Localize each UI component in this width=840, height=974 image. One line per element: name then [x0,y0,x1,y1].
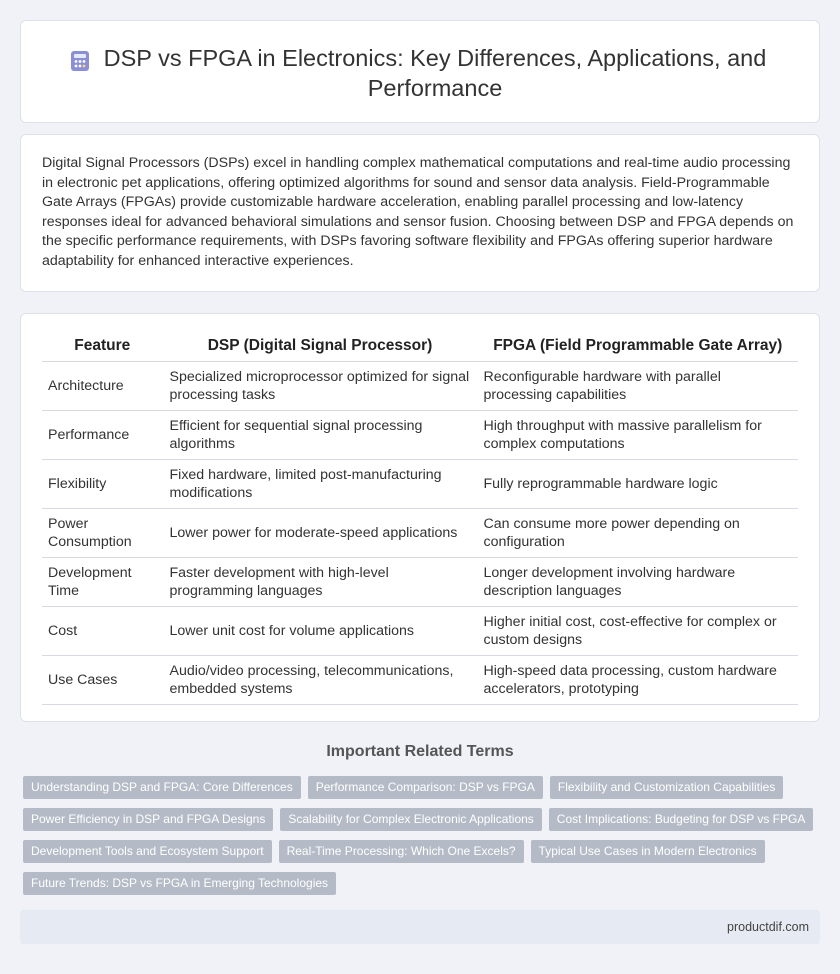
related-term-tag[interactable]: Typical Use Cases in Modern Electronics [531,840,765,863]
related-term-tag[interactable]: Development Tools and Ecosystem Support [23,840,272,863]
related-term-tag[interactable]: Flexibility and Customization Capabilities [550,776,783,799]
column-header-dsp: DSP (Digital Signal Processor) [163,332,477,361]
feature-cell: Flexibility [42,459,163,508]
fpga-cell: Reconfigurable hardware with parallel processing capabilities [477,361,798,410]
table-row [42,459,798,508]
table-row [42,557,798,606]
comparison-table [42,332,798,705]
fpga-cell: Higher initial cost, cost-effective for complex or custom designs [477,606,798,655]
feature-cell: Power Consumption [42,508,163,557]
related-term-tag[interactable]: Understanding DSP and FPGA: Core Differences [23,776,301,799]
title-card [20,20,820,123]
fpga-cell: Longer development involving hardware description languages [477,557,798,606]
fpga-cell: High-speed data processing, custom hardware accelerators, prototyping [477,655,798,704]
feature-cell: Performance [42,410,163,459]
footer-site-link[interactable]: productdif.com [727,920,809,934]
feature-cell: Cost [42,606,163,655]
feature-cell: Development Time [42,557,163,606]
fpga-cell: High throughput with massive parallelism for complex computations [477,410,798,459]
dsp-cell: Specialized microprocessor optimized for signal processing tasks [163,361,477,410]
feature-cell: Architecture [42,361,163,410]
related-term-tag[interactable]: Performance Comparison: DSP vs FPGA [308,776,543,799]
fpga-cell: Fully reprogrammable hardware logic [477,459,798,508]
related-term-tag[interactable]: Power Efficiency in DSP and FPGA Designs [23,808,273,831]
fpga-cell: Can consume more power depending on configuration [477,508,798,557]
feature-cell: Use Cases [42,655,163,704]
related-term-tag[interactable]: Future Trends: DSP vs FPGA in Emerging Technologies [23,872,336,895]
table-row [42,410,798,459]
intro-card [20,134,820,292]
page-title: DSP vs FPGA in Electronics: Key Differences, Applications, and Performance [103,45,767,101]
intro-paragraph: Digital Signal Processors (DSPs) excel in handling complex mathematical computations and real-time audio processing in electronic pet applications, offering optimized algorithms for sound and sensor data analysis. Field-Programmable Gate Arrays (FPGAs) provide customizable hardware acceleration, enabling parallel processing and low-latency responses ideal for advanced behavioral simulations and sensor fusion. Choosing between DSP and FPGA depends on the specific performance requirements, with DSPs favoring software flexibility and FPGAs offering superior hardware adaptability for enhanced interactive experiences. [42,155,794,269]
dsp-cell: Fixed hardware, limited post-manufacturing modifications [163,459,477,508]
dsp-cell: Efficient for sequential signal processing algorithms [163,410,477,459]
footer [20,910,820,944]
comparison-table-card [20,313,820,722]
column-header-feature: Feature [42,332,163,361]
dsp-cell: Audio/video processing, telecommunications, embedded systems [163,655,477,704]
table-row [42,508,798,557]
related-term-tag[interactable]: Real-Time Processing: Which One Excels? [279,840,524,863]
table-row [42,655,798,704]
column-header-fpga: FPGA (Field Programmable Gate Array) [477,332,798,361]
related-terms-list [23,776,823,895]
dsp-cell: Lower power for moderate-speed applications [163,508,477,557]
dsp-cell: Faster development with high-level programming languages [163,557,477,606]
related-term-tag[interactable]: Scalability for Complex Electronic Applications [280,808,541,831]
related-terms-heading: Important Related Terms [326,743,514,760]
dsp-cell: Lower unit cost for volume applications [163,606,477,655]
related-term-tag[interactable]: Cost Implications: Budgeting for DSP vs FPGA [549,808,814,831]
table-header-row [42,332,798,361]
table-row [42,606,798,655]
table-row [42,361,798,410]
